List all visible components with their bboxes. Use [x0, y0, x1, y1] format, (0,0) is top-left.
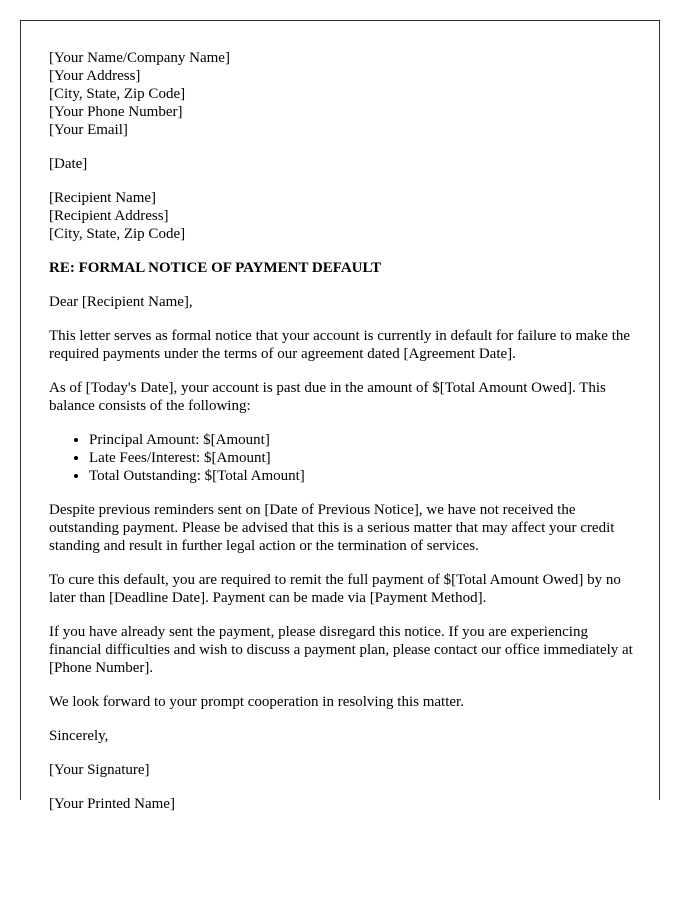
letter-date: [Date] [49, 156, 88, 172]
recipient-block [49, 189, 639, 243]
salutation: Dear [Recipient Name], [49, 294, 193, 310]
recipient-name: [Recipient Name] [49, 190, 157, 206]
sender-city-state-zip: [City, State, Zip Code] [49, 86, 186, 102]
closing: Sincerely, [49, 728, 109, 744]
list-item: • Late Fees/Interest: $[Amount] [89, 449, 639, 467]
sender-block [49, 49, 639, 139]
paragraph-disregard: If you have already sent the payment, please disregard this notice. If you are experiencing financial difficulties and wish to discuss a payment plan, please contact our office immediately at [Phone Number]. [49, 624, 633, 676]
paragraph-intro: This letter serves as formal notice that your account is currently in default for failure to make the required payments under the terms of our agreement dated [Agreement Date]. [49, 328, 631, 362]
sender-email: [Your Email] [49, 122, 128, 138]
list-item: • Principal Amount: $[Amount] [89, 431, 639, 449]
letter-page [20, 20, 660, 812]
list-item: • Total Outstanding: $[Total Amount] [89, 467, 639, 485]
paragraph-balance: As of [Today's Date], your account is past due in the amount of $[Total Amount Owed]. This balance consists of the following: [49, 380, 606, 414]
date-block [49, 155, 639, 173]
recipient-address: [Recipient Address] [49, 208, 169, 224]
sender-address: [Your Address] [49, 68, 141, 84]
paragraph-closing-line: We look forward to your prompt cooperation in resolving this matter. [49, 694, 464, 710]
printed-name: [Your Printed Name] [49, 796, 175, 812]
signature: [Your Signature] [49, 762, 150, 778]
subject-line: RE: FORMAL NOTICE OF PAYMENT DEFAULT [49, 260, 382, 276]
paragraph-cure: To cure this default, you are required to remit the full payment of $[Total Amount Owed] by no later than [Deadline Date]. Payment can be made via [Payment Method]. [49, 572, 621, 606]
recipient-city-state-zip: [City, State, Zip Code] [49, 226, 186, 242]
balance-breakdown-list [49, 431, 639, 485]
sender-phone: [Your Phone Number] [49, 104, 183, 120]
sender-name: [Your Name/Company Name] [49, 50, 230, 66]
paragraph-reminders: Despite previous reminders sent on [Date of Previous Notice], we have not received the outstanding payment. Please be advised that this is a serious matter that may affect your credit standing and result in further legal action or the termination of services. [49, 502, 615, 554]
letter-content [49, 49, 639, 829]
